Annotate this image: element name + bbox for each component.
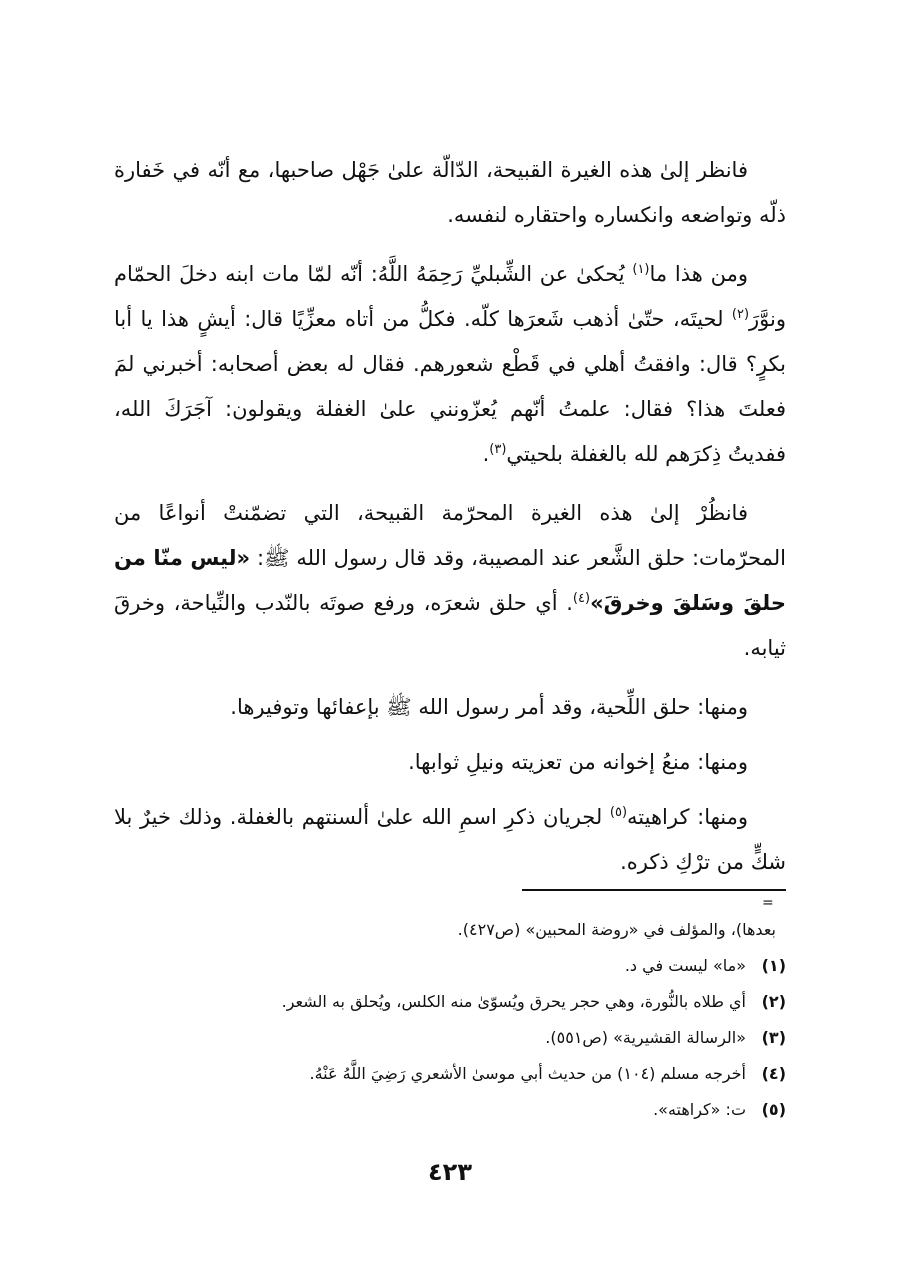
footnote-separator bbox=[522, 889, 786, 891]
page-number: ٤٢٣ bbox=[428, 1158, 472, 1186]
paragraph-3 bbox=[114, 491, 786, 671]
footnote-5 bbox=[140, 1093, 786, 1127]
paragraph-2 bbox=[114, 252, 786, 477]
footnote-2-number: (٢) bbox=[761, 992, 786, 1011]
footnote-2 bbox=[140, 985, 786, 1019]
footnote-2-text: أي طلاه بالنُّورة، وهي حجر يحرق ويُسوّىٰ منه الكلس، ويُحلق به الشعر. bbox=[281, 992, 746, 1011]
paragraph-2-part-a: ومن هذا ما bbox=[649, 262, 748, 286]
paragraph-4-text: ومنها: حلق اللِّحية، وقد أمر رسول الله ﷺ بإعفائها وتوفيرها. bbox=[230, 695, 748, 719]
paragraph-2-part-b: يُحكىٰ عن الشِّبليِّ رَحِمَهُ اللَّهُ: أنّه لمّا مات ابنه دخلَ الحمّام ونوَّرَ bbox=[114, 262, 786, 331]
footnote-ref-2[interactable]: (٢) bbox=[731, 307, 750, 322]
footnote-4-number: (٤) bbox=[761, 1064, 786, 1083]
paragraph-5 bbox=[114, 740, 786, 785]
paragraph-4 bbox=[114, 685, 786, 730]
paragraph-3-part-a: فانظُرْ إلىٰ هذه الغيرة المحرّمة القبيحة، التي تضمّنتْ أنواعًا من المحرّمات: حلق الشَّعر عند المصيبة، وقد قال رسول الله ﷺ: bbox=[114, 501, 786, 570]
footnote-3 bbox=[140, 1021, 786, 1055]
paragraph-2-part-d: . bbox=[482, 442, 490, 466]
paragraph-2-part-c: لحيتَه، حتّىٰ أذهب شَعرَها كلّه. فكلُّ من أتاه معزِّيًا قال: أيشٍ هذا يا أبا بكرٍ؟ قال: وافقتُ أهلي في قَطْع شعورهم. فقال له بعض أصحابه: أخبرني لمَ فعلتَ هذا؟ فقال: علمتُ أنّهم يُعزّونني علىٰ الغفلة ويقولون: آجَرَكَ الله، ففديتُ ذِكرَهم لله بالغفلة بلحيتي bbox=[114, 307, 786, 466]
footnote-continuation-text: بعدها)، والمؤلف في «روضة المحبين» (ص٤٢٧). bbox=[457, 920, 776, 939]
footnote-ref-1[interactable]: (١) bbox=[632, 262, 650, 277]
footnote-ref-3[interactable]: (٣) bbox=[489, 442, 507, 457]
footnote-4 bbox=[140, 1057, 786, 1091]
main-text bbox=[114, 148, 786, 899]
footnote-3-text: «الرسالة القشيرية» (ص٥٥١). bbox=[545, 1028, 746, 1047]
footnote-continuation-mark: = bbox=[762, 895, 774, 911]
footnote-continuation bbox=[140, 913, 786, 947]
footnotes bbox=[140, 913, 786, 1129]
paragraph-1-text: فانظر إلىٰ هذه الغيرة القبيحة، الدّالّة علىٰ جَهْل صاحبها، مع أنّه في خَفارة ذلّه وتواضعه وانكساره واحتقاره لنفسه. bbox=[114, 158, 786, 227]
footnote-ref-4[interactable]: (٤) bbox=[572, 591, 591, 606]
paragraph-6 bbox=[114, 795, 786, 885]
footnote-1 bbox=[140, 949, 786, 983]
footnote-3-number: (٣) bbox=[761, 1028, 786, 1047]
hadith-quote: «ليس منّا من حلقَ وسَلقَ وخرقَ» bbox=[114, 546, 786, 615]
footnote-5-number: (٥) bbox=[761, 1100, 786, 1119]
paragraph-1 bbox=[114, 148, 786, 238]
paragraph-5-text: ومنها: منعُ إخوانه من تعزيته ونيلِ ثوابها. bbox=[408, 750, 748, 774]
footnote-5-text: ت: «كراهته». bbox=[653, 1100, 746, 1119]
footnote-1-number: (١) bbox=[761, 956, 786, 975]
footnote-4-text: أخرجه مسلم (١٠٤) من حديث أبي موسىٰ الأشعري رَضِيَ اللَّهُ عَنْهُ. bbox=[309, 1064, 746, 1083]
paragraph-6-part-b: لجريان ذكرِ اسمِ الله علىٰ ألسنتهم بالغفلة. وذلك خيرٌ بلا شكٍّ من ترْكِ ذكره. bbox=[114, 805, 786, 874]
footnote-1-text: «ما» ليست في د. bbox=[624, 956, 746, 975]
paragraph-3-part-b: . أي حلق شعرَه، ورفع صوتَه بالنّدب والنِّياحة، وخرقَ ثيابه. bbox=[114, 591, 786, 660]
footnote-ref-5[interactable]: (٥) bbox=[609, 805, 628, 820]
paragraph-6-part-a: ومنها: كراهيته bbox=[627, 805, 748, 829]
